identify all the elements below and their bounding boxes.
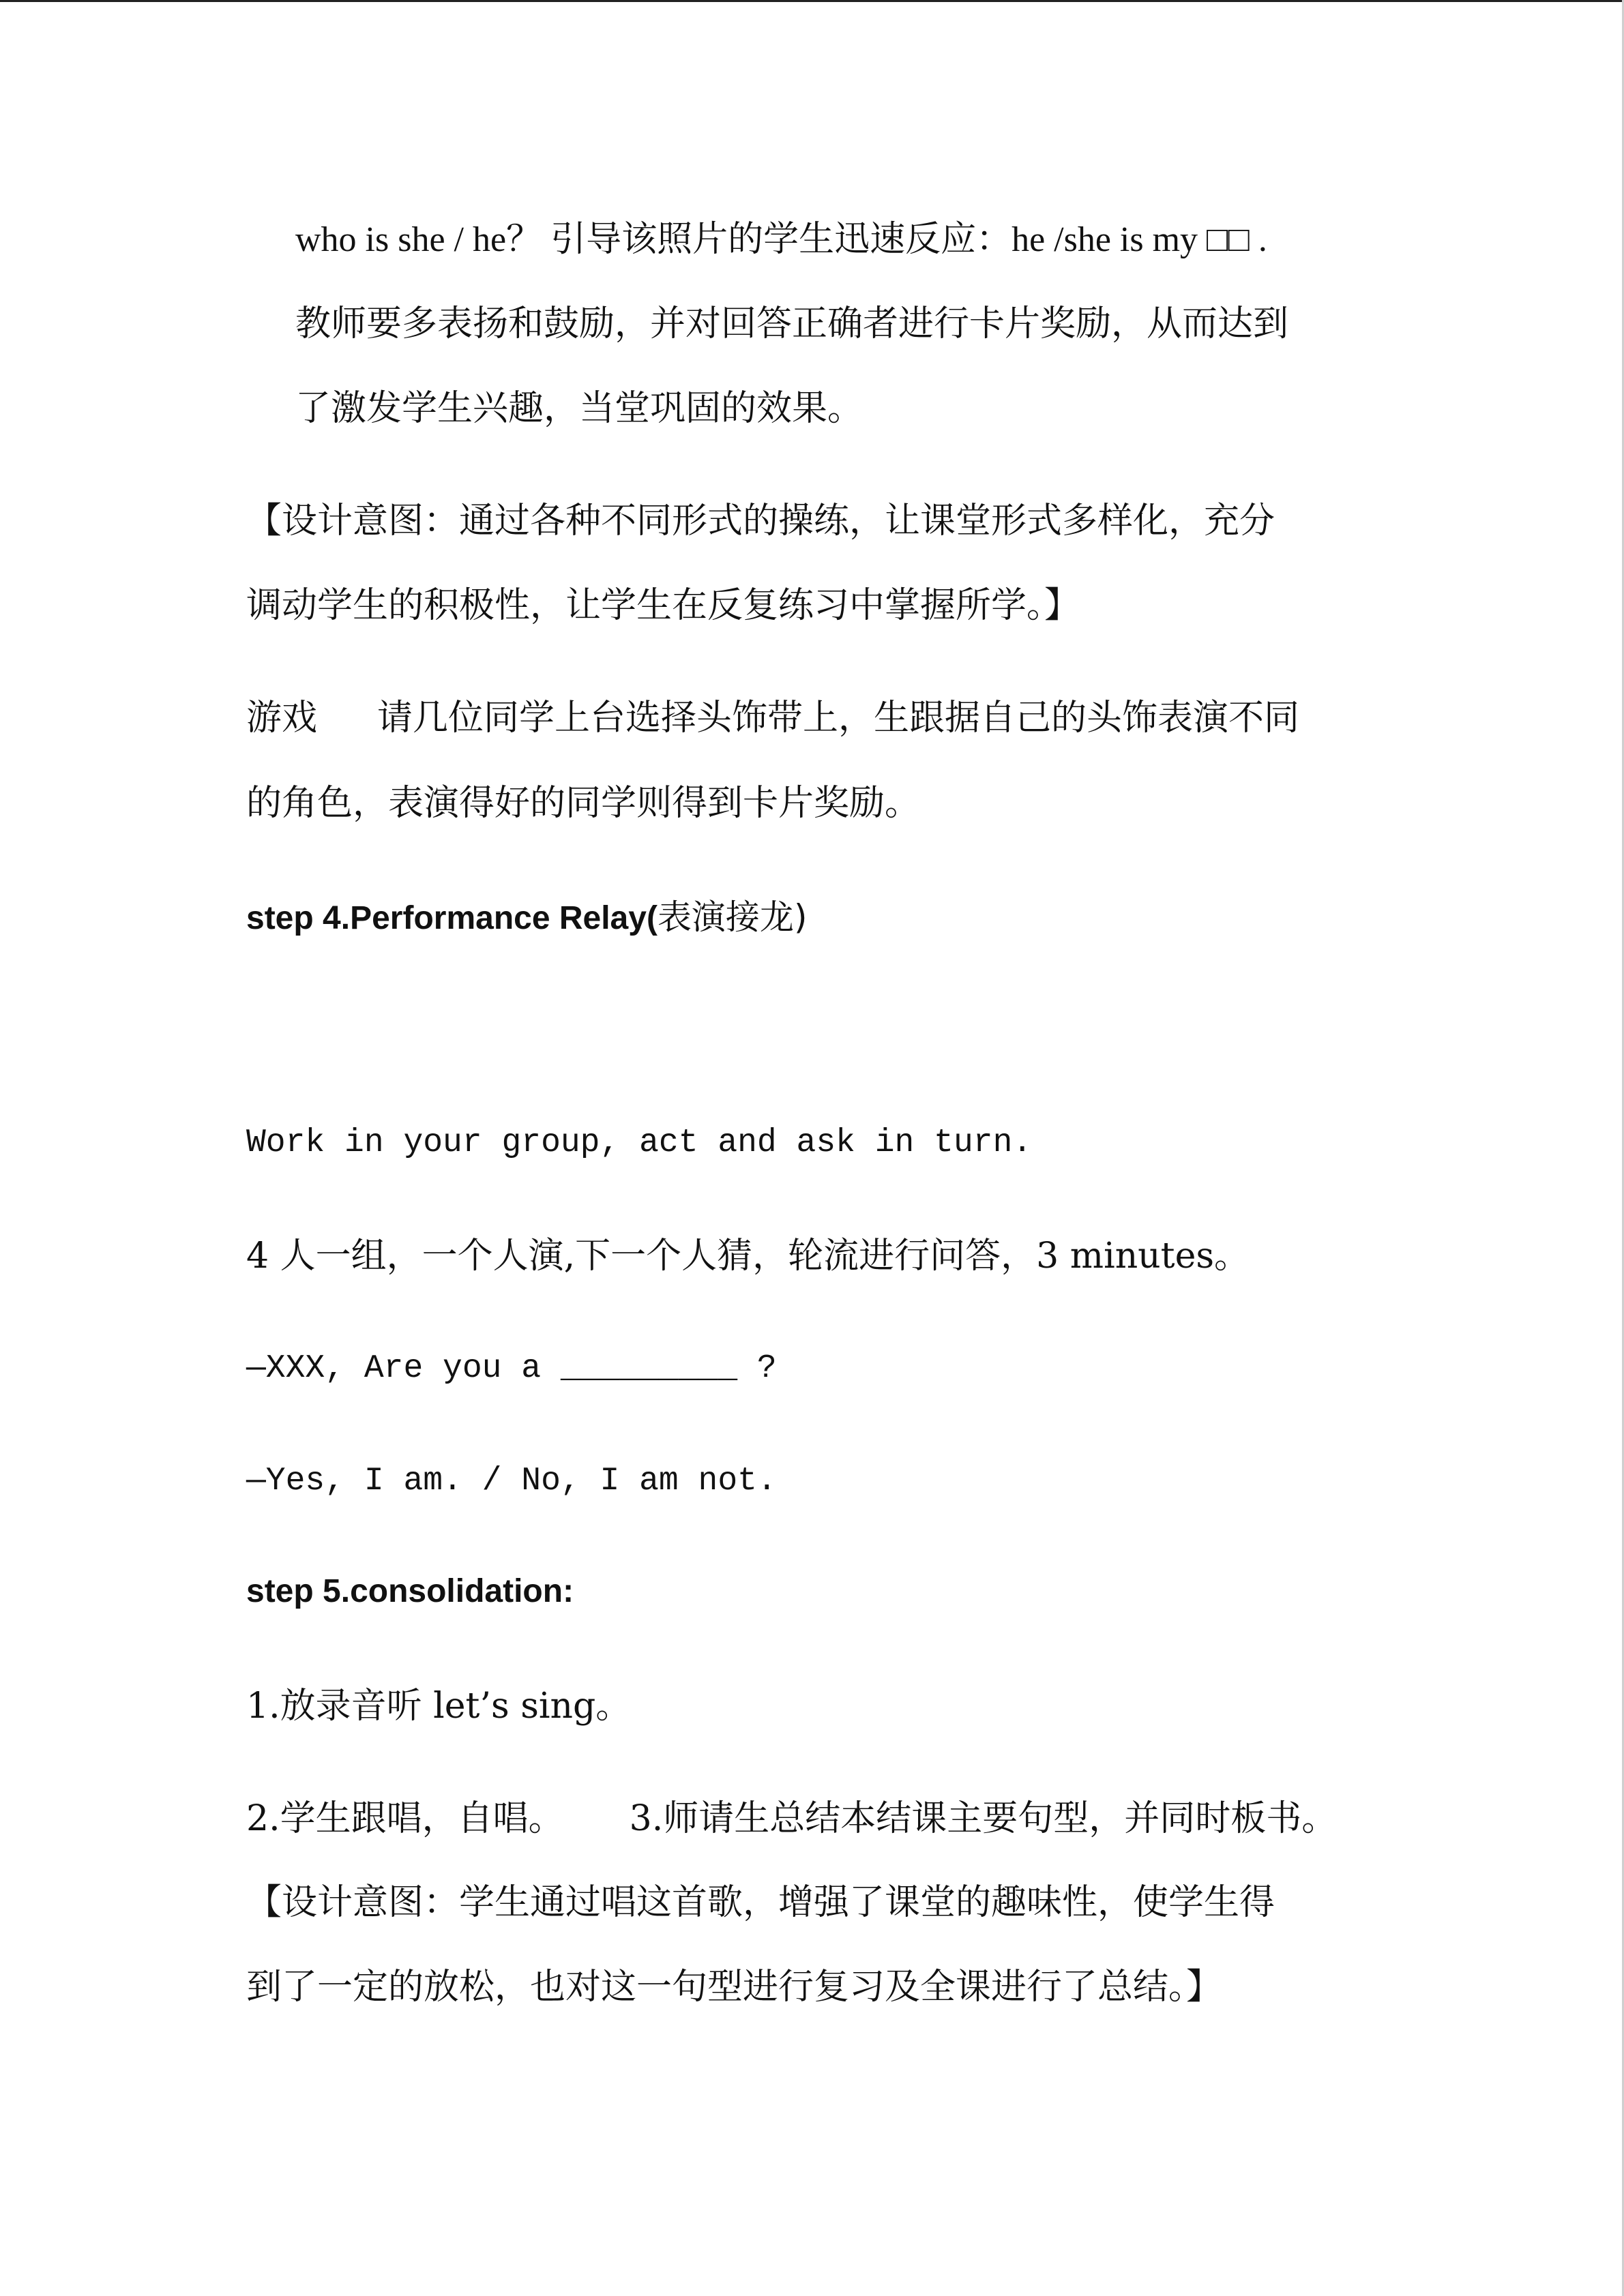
group-instruction-line: 4 人一组，一个人演,下一个人猜，轮流进行问答，3 minutes。 xyxy=(246,1236,1250,1277)
game-paragraph-line-1 xyxy=(246,698,1300,739)
design-intent-2-line-1: 【设计意图：学生通过唱这首歌，增强了课堂的趣味性，使学生得 xyxy=(246,1882,1275,1923)
consolidation-item-2: 2.学生跟唱，自唱。 xyxy=(246,1798,564,1839)
text-line-teacher-praise: 教师要多表扬和鼓励，并对回答正确者进行卡片奖励，从而达到 xyxy=(295,303,1289,344)
step-4-chinese: 表演接龙 xyxy=(657,897,794,937)
consolidation-item-3: 3.师请生总结本结课主要句型，并同时板书。 xyxy=(629,1798,1338,1839)
step-4-close-paren: ) xyxy=(793,897,808,937)
consolidation-item-1-text: 1.放录音听 let’s sing。 xyxy=(246,1686,632,1727)
game-description: 请几位同学上台选择头饰带上，生跟据自己的头饰表演不同 xyxy=(377,698,1300,739)
game-paragraph-line-2: 的角色，表演得好的同学则得到卡片奖励。 xyxy=(246,783,921,824)
work-in-group-line: Work in your group, act and ask in turn. xyxy=(246,1124,1033,1161)
game-label: 游戏 xyxy=(246,698,318,739)
page-top-border xyxy=(0,0,1624,2)
dialogue-question-line: —XXX, Are you a _________ ? xyxy=(246,1350,777,1387)
step-5-heading: step 5.consolidation: xyxy=(246,1573,574,1609)
design-intent-1-line-1: 【设计意图：通过各种不同形式的操练，让课堂形式多样化，充分 xyxy=(246,501,1275,541)
consolidation-items-2-3 xyxy=(246,1798,1338,1839)
design-intent-2-line-2: 到了一定的放松，也对这一句型进行复习及全课进行了总结。】 xyxy=(246,1967,1222,2008)
consolidation-item-1 xyxy=(246,1686,632,1727)
step-4-heading xyxy=(246,897,808,937)
step-4-label: step 4.Performance Relay( xyxy=(246,900,658,936)
text-line-stimulate-interest: 了激发学生兴趣，当堂巩固的效果。 xyxy=(295,388,863,429)
dialogue-answer-line: —Yes, I am. / No, I am not. xyxy=(246,1463,777,1500)
design-intent-1-line-2: 调动学生的积极性，让学生在反复练习中掌握所学。】 xyxy=(246,585,1080,626)
text-line-who-is-she: who is she / he？ 引导该照片的学生迅速反应：he /she is my □□ . xyxy=(295,220,1267,259)
